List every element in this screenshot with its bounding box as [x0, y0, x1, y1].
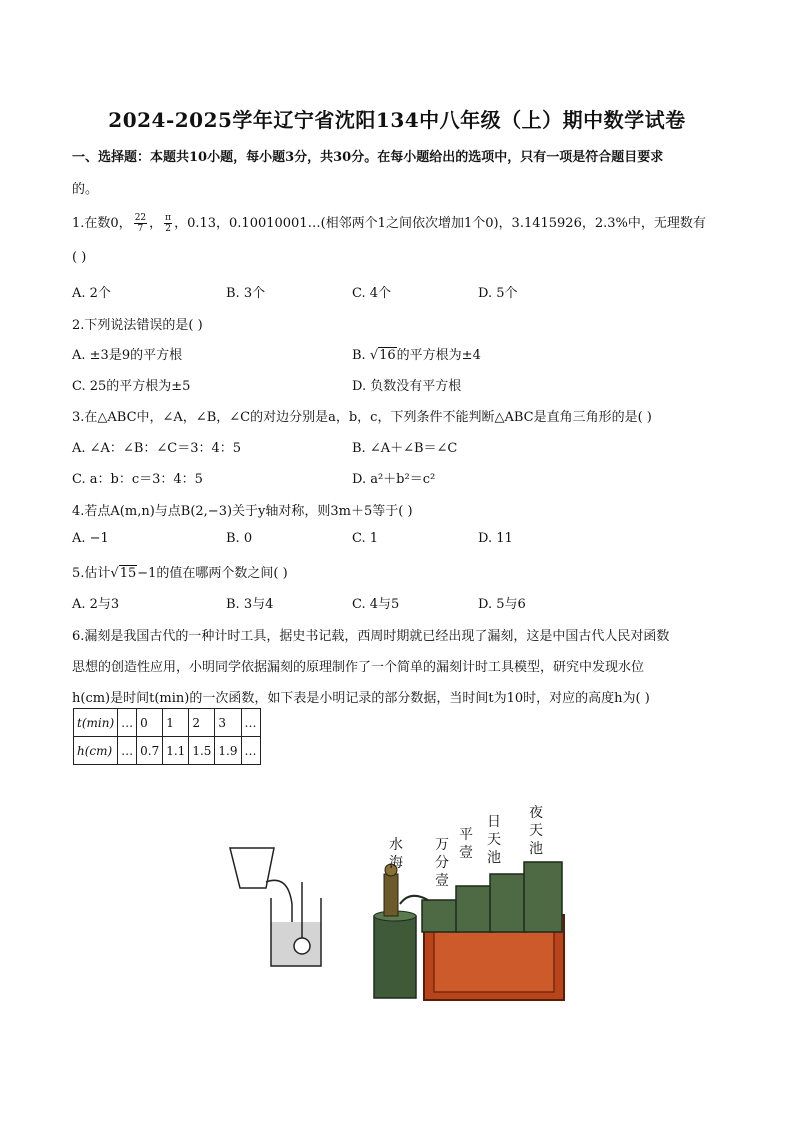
table-cell: …: [118, 709, 137, 737]
question-3-option-c[interactable]: C. a：b：c＝3：4：5: [72, 472, 203, 487]
question-2-option-a[interactable]: A. ±3是9的平方根: [72, 348, 183, 363]
question-3-option-a[interactable]: A. ∠A：∠B：∠C＝3：4：5: [72, 441, 242, 456]
float-ball: [294, 938, 310, 954]
question-3-option-d[interactable]: D. a²＋b²＝c²: [352, 472, 436, 487]
question-1-option-b[interactable]: B. 3个: [226, 286, 266, 301]
stand-panel: [434, 924, 554, 992]
section-heading-cont: 的。: [72, 182, 99, 197]
question-5-option-d[interactable]: D. 5与6: [478, 597, 526, 612]
data-table: [73, 708, 261, 765]
table-cell: 2: [189, 709, 215, 737]
question-5-option-c[interactable]: C. 4与5: [352, 597, 400, 612]
question-4-option-d[interactable]: D. 11: [478, 531, 513, 546]
question-6-line-2: 思想的创造性应用，小明同学依据漏刻的原理制作了一个简单的漏刻计时工具模型，研究中发现水位: [72, 660, 645, 675]
table-cell: 1.9: [215, 737, 241, 765]
question-4-stem: 4.若点A(m,n)与点B(2,−3)关于y轴对称，则3m＋5等于( ): [72, 504, 413, 519]
ritian-vessel: [490, 874, 526, 932]
label-wanfenhu: 万 分 壹: [435, 837, 449, 889]
question-2-option-c[interactable]: C. 25的平方根为±5: [72, 379, 191, 394]
label-shuihai: 水 海: [389, 837, 403, 871]
question-3-stem: 3.在△ABC中，∠A，∠B，∠C的对边分别是a，b，c，下列条件不能判断△ABC是直角三角形的是( ): [72, 410, 652, 425]
sqrt-16: √16: [369, 348, 396, 363]
table-cell: 0.7: [137, 737, 163, 765]
table-cell: 1: [163, 709, 189, 737]
water-clock-diagram: [222, 842, 332, 972]
question-2-option-d[interactable]: D. 负数没有平方根: [352, 379, 462, 394]
question-6-line-3: h(cm)是时间t(min)的一次函数，如下表是小明记录的部分数据，当时间t为10时，对应的高度h为( ): [72, 691, 650, 706]
table-cell: 1.1: [163, 737, 189, 765]
question-5-option-a[interactable]: A. 2与3: [72, 597, 120, 612]
question-3-option-b[interactable]: B. ∠A＋∠B＝∠C: [352, 441, 458, 456]
wanfen-vessel: [422, 900, 458, 932]
page-title: 2024-2025学年辽宁省沈阳134中八年级（上）期中数学试卷: [108, 108, 686, 132]
table-cell: …: [118, 737, 137, 765]
table-cell: h(cm): [74, 737, 118, 765]
question-6-line-1: 6.漏刻是我国古代的一种计时工具，据史书记载，西周时期就已经出现了漏刻，这是中国古代人民对函数: [72, 629, 670, 644]
guardian-figure: [384, 874, 398, 916]
table-cell: 3: [215, 709, 241, 737]
table-cell: 1.5: [189, 737, 215, 765]
question-5-stem: 5.估计√15−1的值在哪两个数之间( ): [72, 566, 288, 581]
question-2-stem: 2.下列说法错误的是( ): [72, 318, 203, 333]
section-heading: 一、选择题：本题共10小题，每小题3分，共30分。在每小题给出的选项中，只有一项是符合题目要求: [72, 150, 664, 165]
fraction-22-7: $\frac{22}{7}$: [134, 213, 147, 234]
question-4-option-b[interactable]: B. 0: [226, 531, 253, 546]
sqrt-15: √15: [110, 566, 137, 581]
table-cell: 0: [137, 709, 163, 737]
question-4-option-c[interactable]: C. 1: [352, 531, 379, 546]
question-1-paren: ( ): [72, 250, 87, 265]
ancient-clepsydra-illustration: [370, 860, 570, 1005]
yetian-vessel: [524, 862, 562, 932]
question-1-option-a[interactable]: A. 2个: [72, 286, 111, 301]
question-4-option-a[interactable]: A. −1: [72, 531, 109, 546]
question-1-option-c[interactable]: C. 4个: [352, 286, 392, 301]
question-1-option-d[interactable]: D. 5个: [478, 286, 518, 301]
label-ritianchi: 日 天 池: [487, 814, 501, 866]
water-sea-vessel: [374, 916, 416, 998]
table-cell: t(min): [74, 709, 118, 737]
label-yetianchi: 夜 天 池: [529, 805, 543, 857]
question-1-stem: 1.在数0， $\frac{22}{7}$ ， $\frac{\pi}{2}$ ，0.13，0.10010001…(相邻两个1之间依次增加1个0)，3.1415926，2.3%中，无理数有: [72, 213, 706, 234]
fraction-pi-2: $\frac{\pi}{2}$: [165, 213, 172, 234]
ping-vessel: [456, 886, 492, 932]
table-cell: …: [241, 737, 260, 765]
question-2-option-b[interactable]: B. √16的平方根为±4: [352, 348, 481, 363]
table-row: [74, 737, 261, 765]
table-cell: …: [241, 709, 260, 737]
label-pinghu: 平 壹: [459, 827, 473, 861]
question-5-option-b[interactable]: B. 3与4: [226, 597, 274, 612]
table-row: [74, 709, 261, 737]
